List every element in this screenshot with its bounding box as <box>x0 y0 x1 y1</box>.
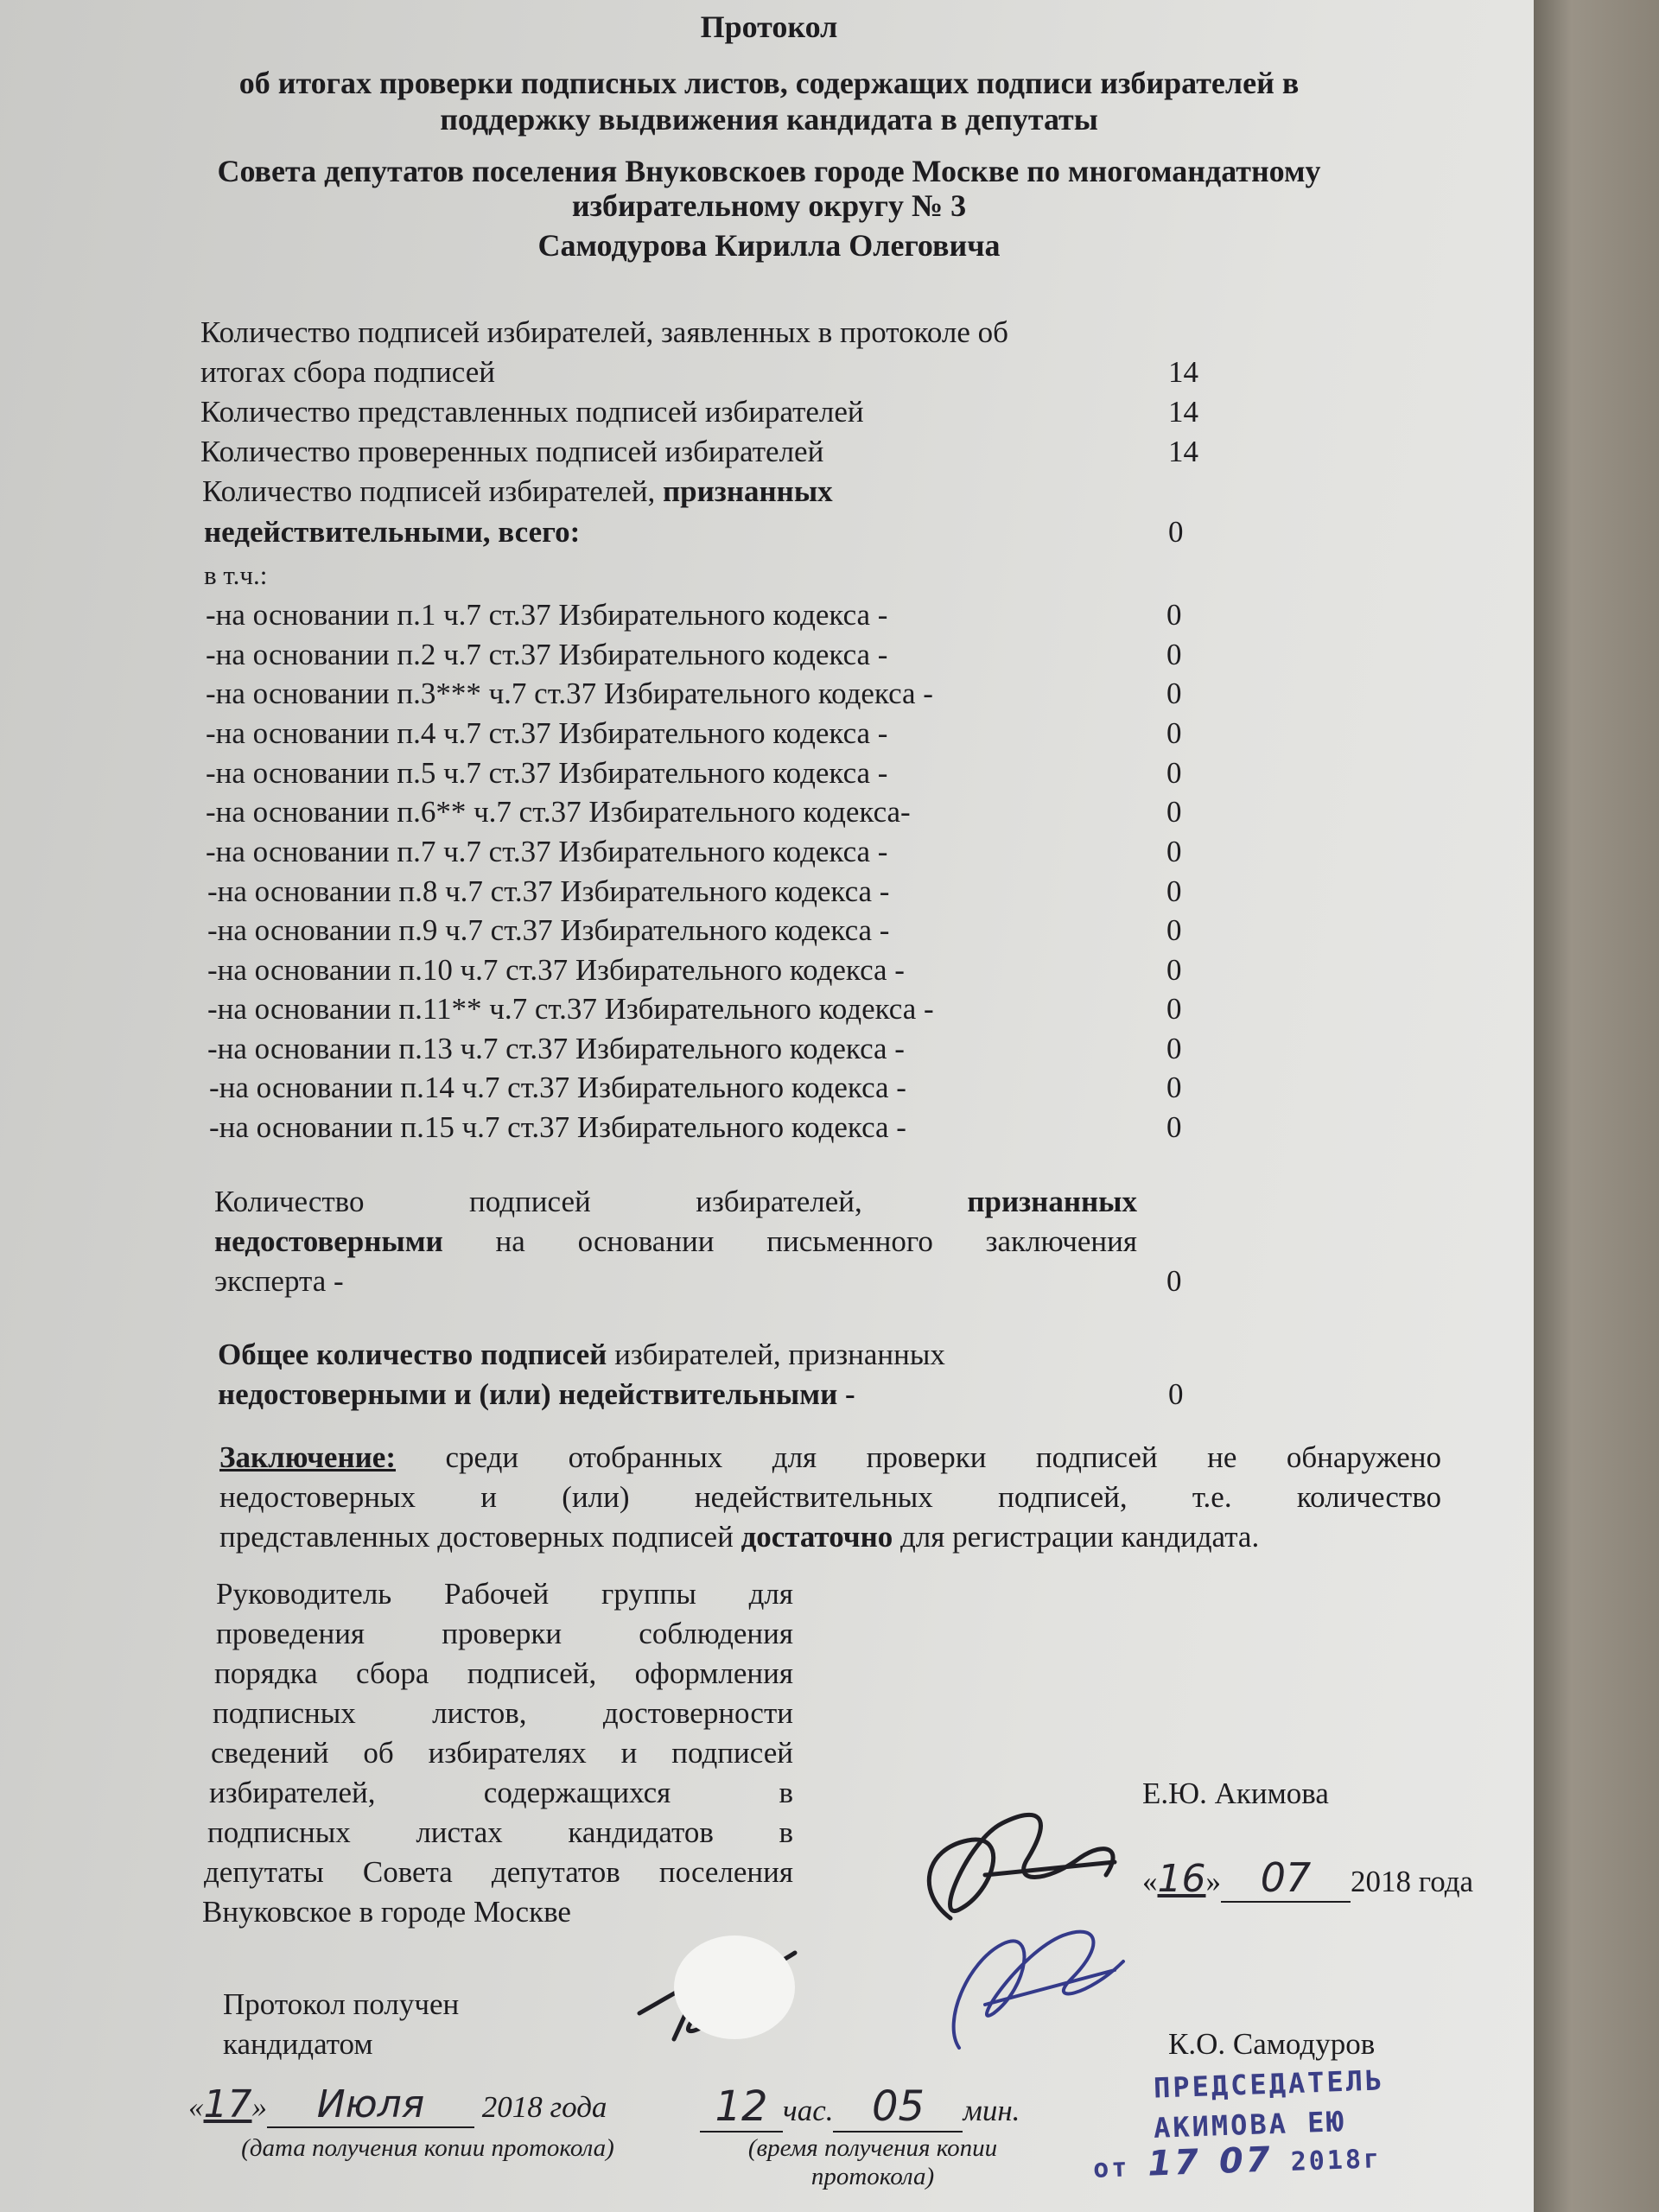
minute-unit: мин. <box>963 2094 1020 2127</box>
signer-day: 16 <box>1157 1857 1206 1901</box>
ground-value: 0 <box>1166 795 1182 829</box>
received-time <box>700 2082 1020 2133</box>
ground-text: -на основании п.8 ч.7 ст.37 Избирательного кодекса - <box>207 874 890 908</box>
total-bold: Общее количество подписей <box>218 1338 607 1371</box>
caption-time: (время получения копии протокола) <box>747 2134 998 2190</box>
received-hour: 12 <box>700 2082 783 2133</box>
invalid-value: 0 <box>1168 515 1184 549</box>
stamp-day: 17 <box>1147 2142 1202 2184</box>
invalid-label-1 <box>202 474 833 509</box>
unreliable-label-text: Количество подписей избирателей, <box>214 1185 862 1218</box>
title-line-3: поддержку выдвижения кандидата в депутаты <box>440 102 1098 137</box>
received-day: 17 <box>203 2082 252 2126</box>
ground-text: -на основании п.6** ч.7 ст.37 Избирательного кодекса- <box>206 795 911 829</box>
ground-value: 0 <box>1166 677 1182 710</box>
received-line-1: Протокол получен <box>223 1987 460 2021</box>
stamp-prefix: от <box>1092 2152 1130 2184</box>
ground-text: -на основании п.14 ч.7 ст.37 Избирательного кодекса - <box>209 1071 906 1104</box>
received-month: Июля <box>267 2082 474 2128</box>
redaction-blot <box>674 1936 795 2039</box>
hour-unit: час. <box>783 2094 834 2127</box>
received-date <box>188 2082 607 2128</box>
ground-text: -на основании п.3*** ч.7 ст.37 Избирательного кодекса - <box>206 677 933 710</box>
candidate-name: К.О. Самодуров <box>1168 2027 1376 2061</box>
ground-text: -на основании п.7 ч.7 ст.37 Избирательного кодекса - <box>206 835 888 868</box>
signer-year: 2018 года <box>1351 1865 1474 1898</box>
checked-value: 14 <box>1168 435 1198 468</box>
quote-open: « <box>188 2090 204 2124</box>
ground-text: -на основании п.9 ч.7 ст.37 Избирательного кодекса - <box>207 913 890 947</box>
stamp-line-2: АКИМОВА ЕЮ <box>1153 2105 1347 2145</box>
signer-name: Е.Ю. Акимова <box>1142 1777 1329 1810</box>
invalid-label-bold: признанных <box>662 474 833 508</box>
total-line-2: недостоверными и (или) недействительными - <box>218 1377 855 1411</box>
ground-value: 0 <box>1166 992 1182 1026</box>
head-block-line: сведений об избирателях и подписей <box>211 1736 793 1770</box>
quote-close: » <box>251 2090 267 2124</box>
ground-text: -на основании п.15 ч.7 ст.37 Избирательного кодекса - <box>209 1110 906 1144</box>
ground-value: 0 <box>1166 953 1182 987</box>
ground-text: -на основании п.4 ч.7 ст.37 Избирательного кодекса - <box>206 716 888 750</box>
ground-text: -на основании п.2 ч.7 ст.37 Избирательного кодекса - <box>206 638 888 671</box>
head-block-last-line: Внуковское в городе Москве <box>202 1895 571 1929</box>
including-label: в т.ч.: <box>204 560 268 590</box>
ground-value: 0 <box>1166 913 1182 947</box>
conclusion-line-2: недостоверных и (или) недействительных подписей, т.е. количество <box>219 1480 1441 1514</box>
conclusion-label: Заключение: <box>219 1440 396 1474</box>
title-line-1: Протокол <box>700 10 838 44</box>
invalid-label-text: Количество подписей избирателей, <box>202 474 656 508</box>
conclusion-text-1: среди отобранных для проверки подписей не обнаружено <box>445 1440 1441 1474</box>
unreliable-label-bold: признанных <box>967 1185 1137 1218</box>
ground-text: -на основании п.11** ч.7 ст.37 Избирательного кодекса - <box>207 992 934 1026</box>
received-year: 2018 года <box>481 2090 607 2124</box>
quote-open: « <box>1142 1865 1158 1898</box>
invalid-label-2: недействительными, всего: <box>204 515 581 549</box>
ground-value: 0 <box>1166 1071 1182 1104</box>
unreliable-value: 0 <box>1166 1264 1182 1298</box>
total-rest: избирателей, признанных <box>614 1338 945 1371</box>
ground-value: 0 <box>1166 1110 1182 1144</box>
stamp-year: 2018г <box>1290 2144 1382 2177</box>
total-value: 0 <box>1168 1377 1184 1411</box>
ground-value: 0 <box>1166 874 1182 908</box>
quote-close: » <box>1205 1865 1221 1898</box>
conclusion-line-3 <box>219 1520 1259 1554</box>
candidate-signature <box>622 1910 847 2065</box>
title-line-2: об итогах проверки подписных листов, содержащих подписи избирателей в <box>238 66 1300 100</box>
conclusion-line-1 <box>219 1440 1441 1475</box>
unreliable-line-2 <box>214 1224 1137 1259</box>
caption-date: (дата получения копии протокола) <box>241 2134 614 2162</box>
head-block-line: подписных листов, достоверности <box>213 1696 793 1730</box>
unreliable-line-1 <box>214 1185 1137 1219</box>
head-block-line: проведения проверки соблюдения <box>216 1617 793 1650</box>
head-block-line: Руководитель Рабочей группы для <box>216 1577 793 1611</box>
signer-date <box>1142 1854 1473 1903</box>
presented-label: Количество представленных подписей избирателей <box>200 395 864 429</box>
stamp-line-1: ПРЕДСЕДАТЕЛЬ <box>1153 2063 1385 2105</box>
conclusion-text-3b: для регистрации кандидата. <box>900 1520 1260 1554</box>
ground-value: 0 <box>1166 716 1182 750</box>
title-line-5: избирательному округу № 3 <box>571 188 967 223</box>
ground-text: -на основании п.13 ч.7 ст.37 Избирательного кодекса - <box>207 1032 905 1065</box>
head-block-line: избирателей, содержащихся в <box>209 1776 793 1809</box>
total-line-1 <box>218 1338 945 1372</box>
conclusion-bold: достаточно <box>741 1520 893 1554</box>
presented-value: 14 <box>1168 395 1198 429</box>
declared-label-2: итогах сбора подписей <box>200 355 495 389</box>
candidate-name-title: Самодурова Кирилла Олеговича <box>537 228 1001 263</box>
ground-text: -на основании п.10 ч.7 ст.37 Избирательного кодекса - <box>207 953 905 987</box>
declared-value: 14 <box>1168 355 1198 389</box>
stamp-month: 07 <box>1218 2139 1274 2182</box>
declared-label-1: Количество подписей избирателей, заявленных в протоколе об <box>200 315 1008 349</box>
background-desk <box>1534 0 1659 2212</box>
head-block-line: депутаты Совета депутатов поселения <box>204 1855 793 1889</box>
signer-month: 07 <box>1221 1854 1351 1903</box>
title-line-4: Совета депутатов поселения Внуковскоев городе Москве по многомандатному <box>217 154 1321 188</box>
ground-value: 0 <box>1166 756 1182 790</box>
conclusion-text-3a: представленных достоверных подписей <box>219 1520 734 1554</box>
ground-text: -на основании п.1 ч.7 ст.37 Избирательного кодекса - <box>206 598 888 632</box>
unreliable-line-3: эксперта - <box>214 1264 344 1298</box>
received-line-2: кандидатом <box>223 2027 373 2061</box>
ground-text: -на основании п.5 ч.7 ст.37 Избирательного кодекса - <box>206 756 888 790</box>
ground-value: 0 <box>1166 1032 1182 1065</box>
ground-value: 0 <box>1166 598 1182 632</box>
head-block-line: подписных листах кандидатов в <box>207 1815 793 1849</box>
ground-value: 0 <box>1166 638 1182 671</box>
chairman-signature <box>933 1910 1141 2074</box>
unreliable-bold: недостоверными <box>214 1224 443 1258</box>
ground-value: 0 <box>1166 835 1182 868</box>
received-minute: 05 <box>833 2082 963 2133</box>
checked-label: Количество проверенных подписей избирателей <box>200 435 824 468</box>
unreliable-rest: на основании письменного заключения <box>495 1224 1137 1258</box>
head-block-line: порядка сбора подписей, оформления <box>214 1656 793 1690</box>
